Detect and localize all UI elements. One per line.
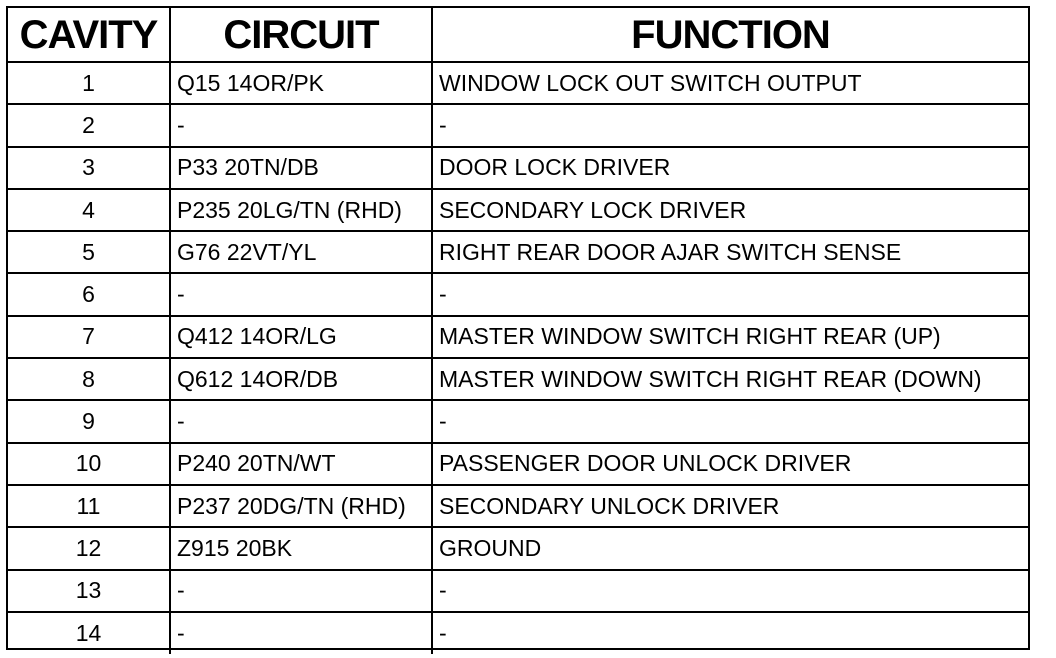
cavity-cell: 11 xyxy=(8,485,170,527)
function-cell: - xyxy=(432,104,1028,146)
function-cell: SECONDARY UNLOCK DRIVER xyxy=(432,485,1028,527)
table-row xyxy=(8,231,1028,273)
function-cell: RIGHT REAR DOOR AJAR SWITCH SENSE xyxy=(432,231,1028,273)
table-row xyxy=(8,147,1028,189)
table-row xyxy=(8,273,1028,315)
table-row xyxy=(8,316,1028,358)
function-cell: - xyxy=(432,400,1028,442)
table-row xyxy=(8,189,1028,231)
circuit-cell: Q412 14OR/LG xyxy=(170,316,432,358)
function-cell: PASSENGER DOOR UNLOCK DRIVER xyxy=(432,443,1028,485)
circuit-cell: - xyxy=(170,400,432,442)
table-row xyxy=(8,358,1028,400)
table-body xyxy=(8,62,1028,654)
table-row xyxy=(8,612,1028,654)
table-header xyxy=(8,8,1028,62)
circuit-cell: P235 20LG/TN (RHD) xyxy=(170,189,432,231)
cavity-cell: 13 xyxy=(8,570,170,612)
table-row xyxy=(8,527,1028,569)
cavity-cell: 12 xyxy=(8,527,170,569)
function-cell: MASTER WINDOW SWITCH RIGHT REAR (UP) xyxy=(432,316,1028,358)
circuit-cell: P240 20TN/WT xyxy=(170,443,432,485)
header-cavity: CAVITY xyxy=(8,8,170,62)
circuit-cell: - xyxy=(170,570,432,612)
table-row xyxy=(8,570,1028,612)
function-cell: - xyxy=(432,570,1028,612)
cavity-cell: 9 xyxy=(8,400,170,442)
cavity-cell: 6 xyxy=(8,273,170,315)
cavity-cell: 4 xyxy=(8,189,170,231)
cavity-cell: 5 xyxy=(8,231,170,273)
cavity-cell: 14 xyxy=(8,612,170,654)
cavity-cell: 3 xyxy=(8,147,170,189)
cavity-cell: 10 xyxy=(8,443,170,485)
table-row xyxy=(8,400,1028,442)
circuit-cell: Q612 14OR/DB xyxy=(170,358,432,400)
cavity-cell: 2 xyxy=(8,104,170,146)
table-row xyxy=(8,485,1028,527)
function-cell: - xyxy=(432,612,1028,654)
cavity-cell: 1 xyxy=(8,62,170,104)
table-row xyxy=(8,104,1028,146)
header-row xyxy=(8,8,1028,62)
circuit-cell: Z915 20BK xyxy=(170,527,432,569)
cavity-cell: 7 xyxy=(8,316,170,358)
header-circuit: CIRCUIT xyxy=(170,8,432,62)
circuit-cell: G76 22VT/YL xyxy=(170,231,432,273)
circuit-cell: - xyxy=(170,104,432,146)
function-cell: MASTER WINDOW SWITCH RIGHT REAR (DOWN) xyxy=(432,358,1028,400)
table-row xyxy=(8,443,1028,485)
circuit-cell: P33 20TN/DB xyxy=(170,147,432,189)
header-function: FUNCTION xyxy=(432,8,1028,62)
function-cell: SECONDARY LOCK DRIVER xyxy=(432,189,1028,231)
function-cell: WINDOW LOCK OUT SWITCH OUTPUT xyxy=(432,62,1028,104)
circuit-cell: - xyxy=(170,612,432,654)
function-cell: - xyxy=(432,273,1028,315)
cavity-cell: 8 xyxy=(8,358,170,400)
connector-pinout-table-frame xyxy=(6,6,1030,650)
function-cell: DOOR LOCK DRIVER xyxy=(432,147,1028,189)
table-row xyxy=(8,62,1028,104)
function-cell: GROUND xyxy=(432,527,1028,569)
circuit-cell: - xyxy=(170,273,432,315)
circuit-cell: P237 20DG/TN (RHD) xyxy=(170,485,432,527)
circuit-cell: Q15 14OR/PK xyxy=(170,62,432,104)
connector-pinout-table xyxy=(8,8,1028,654)
